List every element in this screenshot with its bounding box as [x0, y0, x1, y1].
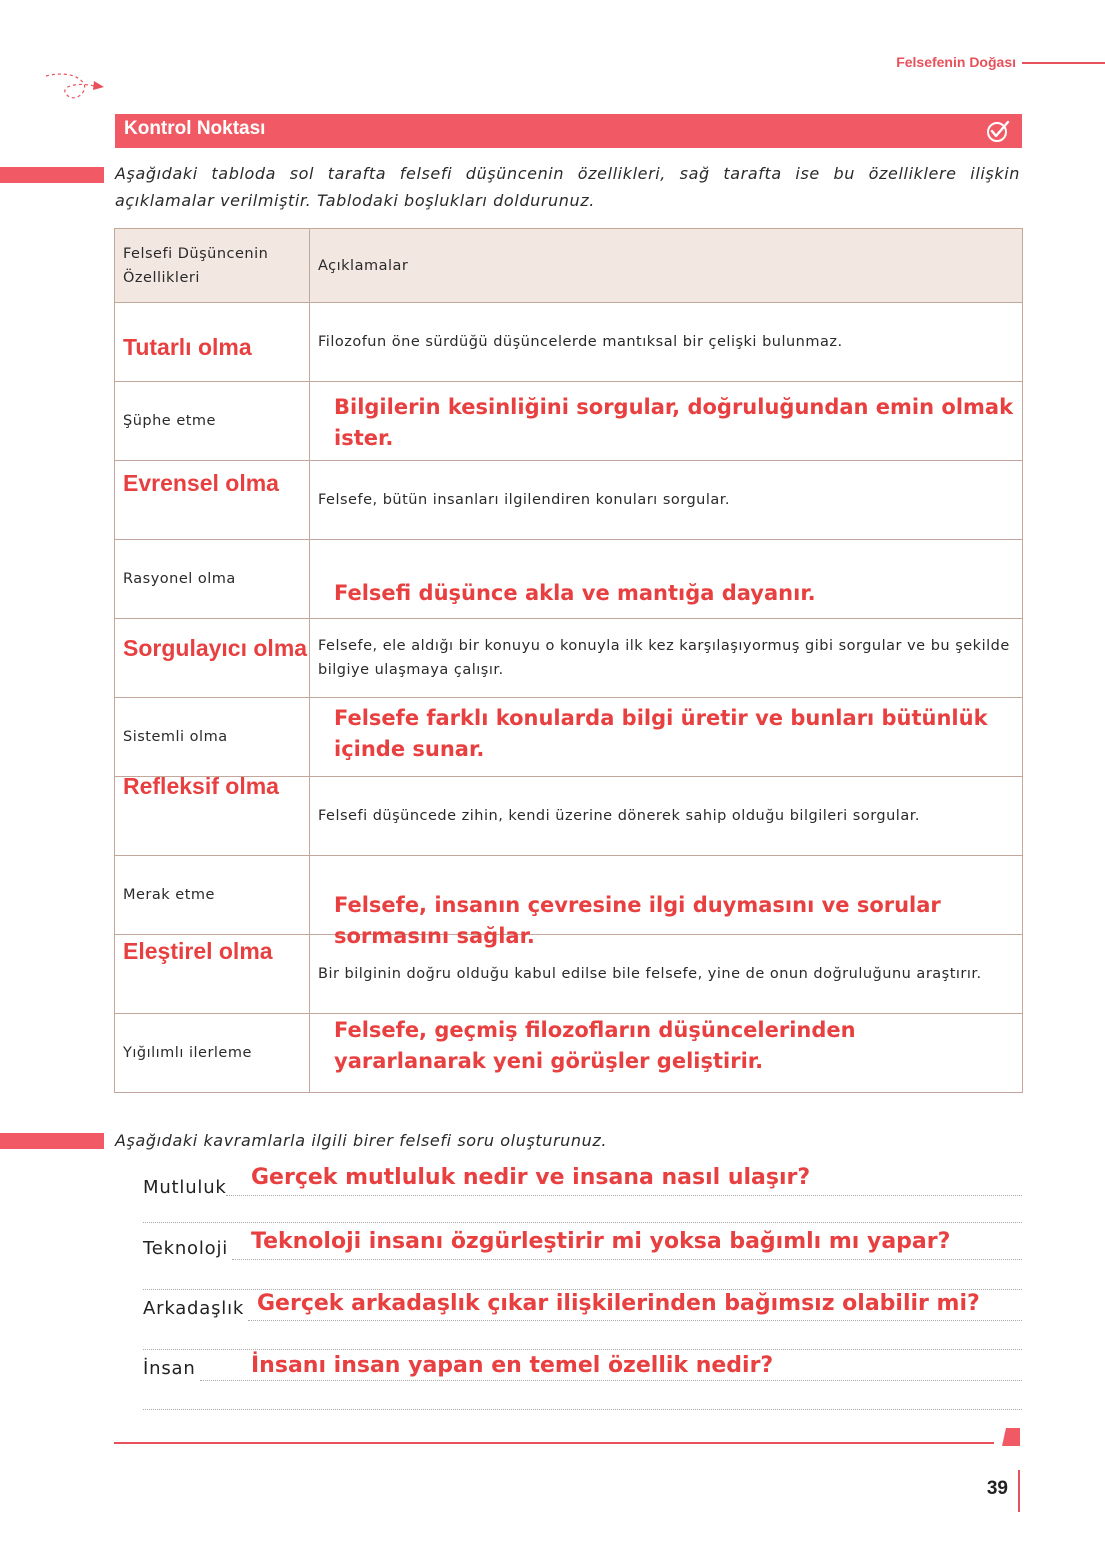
side-tab-marker — [0, 1133, 104, 1149]
answer-line — [226, 1195, 1022, 1196]
explanation-cell[interactable] — [310, 382, 1023, 461]
feature-cell: Merak etme — [115, 856, 310, 935]
table-header-row — [115, 229, 1023, 303]
answer-line — [232, 1259, 1022, 1260]
table-row — [115, 382, 1023, 461]
feature-answer: Eleştirel olma — [123, 938, 273, 964]
question-label: Mutluluk — [143, 1177, 227, 1198]
feature-cell[interactable] — [115, 935, 310, 1014]
table-row — [115, 540, 1023, 619]
feature-cell: Sistemli olma — [115, 698, 310, 777]
question-label: Arkadaşlık — [143, 1298, 245, 1319]
explanation-answer: Felsefi düşünce akla ve mantığa dayanır. — [334, 581, 816, 605]
question-label: İnsan — [143, 1358, 196, 1379]
page-number: 39 — [986, 1478, 1008, 1499]
feature-answer: Sorgulayıcı olma — [123, 635, 308, 661]
explanation-answer: Felsefe farklı konularda bilgi üretir ve bunları bütünlük içinde sunar. — [334, 706, 988, 761]
feature-answer: Tutarlı olma — [123, 334, 252, 360]
table-row — [115, 698, 1023, 777]
question-answer[interactable]: Teknoloji insanı özgürleştirir mi yoksa bağımlı mı yapar? — [251, 1229, 951, 1254]
questions-instruction: Aşağıdaki kavramlarla ilgili birer felsefi soru oluşturunuz. — [115, 1131, 608, 1150]
question-label: Teknoloji — [143, 1238, 229, 1259]
feature-answer: Evrensel olma — [123, 470, 279, 496]
footer-corner-icon — [1002, 1428, 1020, 1446]
explanation-cell: Filozofun öne sürdüğü düşüncelerde mantıksal bir çelişki bulunmaz. — [310, 303, 1023, 382]
chapter-title: Felsefenin Doğası — [896, 54, 1016, 70]
decorative-arrow-icon — [44, 70, 108, 106]
explanation-cell: Felsefi düşüncede zihin, kendi üzerine dönerek sahip olduğu bilgileri sorgular. — [310, 777, 1023, 856]
explanation-cell: Bir bilginin doğru olduğu kabul edilse bile felsefe, yine de onun doğruluğunu araştırır. — [310, 935, 1023, 1014]
feature-cell[interactable] — [115, 461, 310, 540]
header-rule — [1022, 62, 1105, 64]
explanation-cell: Felsefe, bütün insanları ilgilendiren konuları sorgular. — [310, 461, 1023, 540]
page-number-rule — [1018, 1470, 1020, 1512]
table-row — [115, 856, 1023, 935]
feature-answer: Refleksif olma — [123, 773, 279, 799]
answer-line — [143, 1289, 1022, 1290]
answer-line — [248, 1320, 1022, 1321]
footer-rule — [114, 1442, 994, 1444]
explanation-cell[interactable] — [310, 540, 1023, 619]
feature-cell: Şüphe etme — [115, 382, 310, 461]
answer-line — [143, 1349, 1022, 1350]
answer-line — [143, 1409, 1022, 1410]
feature-cell[interactable] — [115, 303, 310, 382]
question-answer[interactable]: İnsanı insan yapan en temel özellik nedir? — [251, 1353, 774, 1378]
question-answer[interactable]: Gerçek mutluluk nedir ve insana nasıl ulaşır? — [251, 1165, 811, 1190]
table-row — [115, 619, 1023, 698]
explanation-cell[interactable] — [310, 1014, 1023, 1093]
question-answer[interactable]: Gerçek arkadaşlık çıkar ilişkilerinden bağımsız olabilir mi? — [257, 1291, 980, 1316]
explanation-answer: Bilgilerin kesinliğini sorgular, doğruluğundan emin olmak ister. — [334, 395, 1014, 450]
explanation-cell[interactable] — [310, 698, 1023, 777]
explanation-cell: Felsefe, ele aldığı bir konuyu o konuyla ilk kez karşılaşıyormuş gibi sorgular ve bu şekilde bilgiye ulaşmaya çalışır. — [310, 619, 1023, 698]
table-row — [115, 303, 1023, 382]
section-title: Kontrol Noktası — [124, 118, 266, 139]
table-instruction: Aşağıdaki tabloda sol tarafta felsefi düşüncenin özellikleri, sağ tarafta ise bu özelliklere ilişkin açıklamalar verilmiştir. Tablodaki boşlukları doldurunuz. — [115, 164, 1020, 210]
table-row — [115, 461, 1023, 540]
feature-cell[interactable] — [115, 773, 310, 856]
feature-cell[interactable] — [115, 619, 310, 698]
table-header-cell: Felsefi Düşüncenin Özellikleri — [115, 229, 310, 303]
table-row — [115, 1014, 1023, 1093]
answer-line — [200, 1380, 1022, 1381]
explanation-answer: Felsefe, geçmiş filozofların düşüncelerinden yararlanarak yeni görüşler geliştirir. — [334, 1018, 856, 1073]
explanation-answer: Felsefe, insanın çevresine ilgi duymasını ve sorular sormasını sağlar. — [334, 893, 941, 948]
explanation-cell[interactable] — [310, 856, 1023, 948]
side-tab-marker — [0, 167, 104, 183]
feature-cell: Yığılımlı ilerleme — [115, 1014, 310, 1093]
answer-line — [143, 1222, 1022, 1223]
table-header-cell: Açıklamalar — [310, 229, 1023, 303]
features-table — [114, 228, 1023, 1093]
feature-cell: Rasyonel olma — [115, 540, 310, 619]
check-circle-icon — [986, 119, 1010, 143]
table-row — [115, 777, 1023, 856]
